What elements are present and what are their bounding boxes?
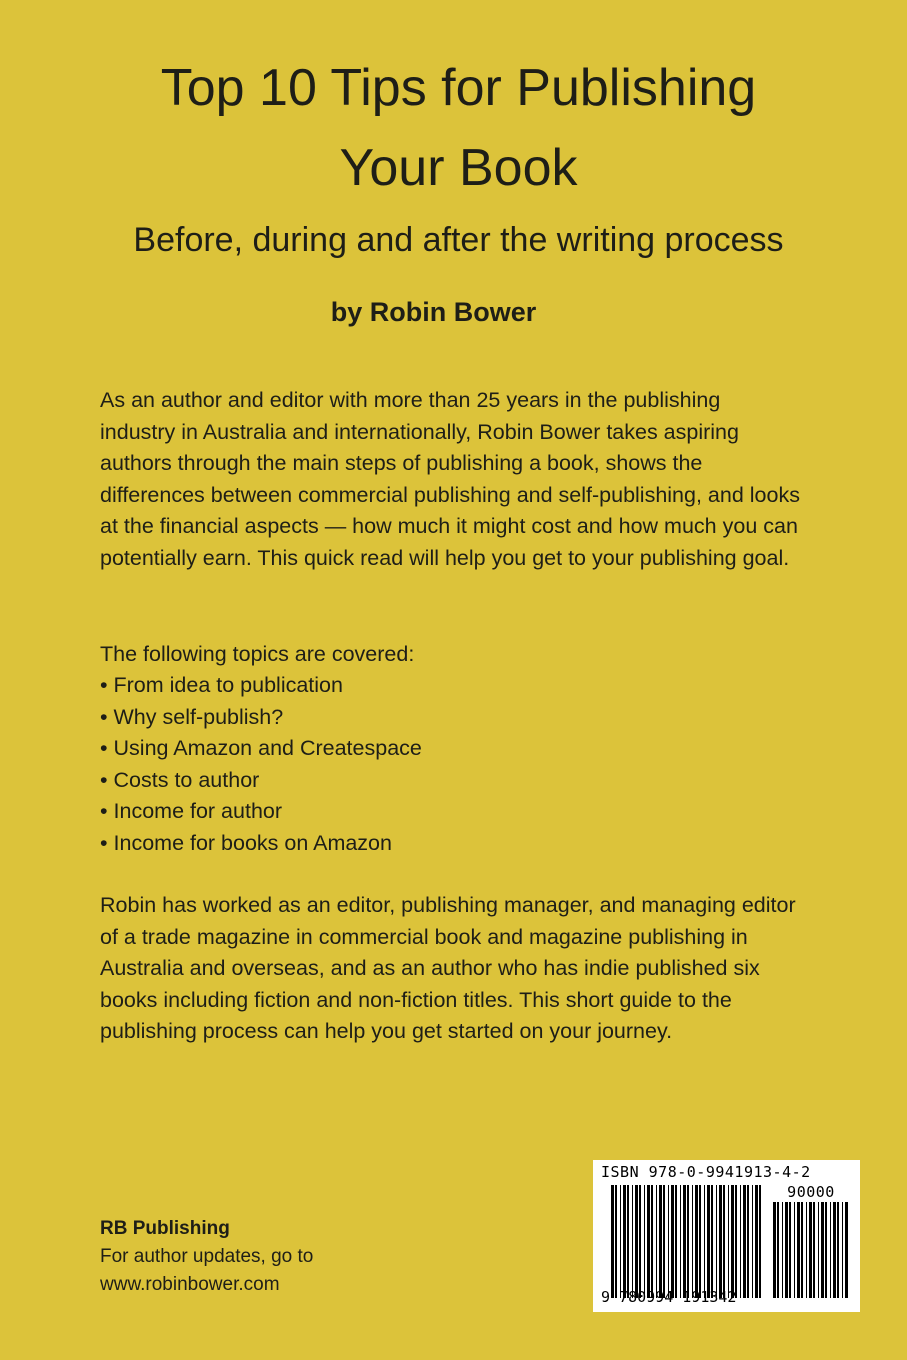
barcode-bar	[777, 1202, 779, 1298]
barcode-bar	[743, 1185, 746, 1298]
barcode-bar	[668, 1185, 669, 1298]
book-subtitle: Before, during and after the writing process	[133, 221, 784, 259]
publisher-name: RB Publishing	[100, 1218, 230, 1239]
barcode-bar	[632, 1185, 633, 1298]
barcode-bar	[801, 1202, 803, 1298]
topics-list	[100, 670, 422, 859]
barcode-bar	[611, 1185, 614, 1298]
barcode-bar	[675, 1185, 677, 1298]
publisher-info	[100, 1215, 520, 1299]
barcode-bar	[837, 1202, 839, 1298]
barcode-bar	[833, 1202, 836, 1298]
book-title-line-1: Top 10 Tips for Publishing	[160, 59, 757, 117]
barcode-bar	[752, 1185, 753, 1298]
barcode-bar	[659, 1185, 662, 1298]
topic-item: • From idea to publication	[100, 670, 422, 702]
barcode-bar	[651, 1185, 653, 1298]
barcode-bar	[785, 1202, 788, 1298]
barcode-bar	[797, 1202, 800, 1298]
barcode-bar	[773, 1202, 776, 1298]
barcode-bar	[656, 1185, 657, 1298]
barcode-bar	[644, 1185, 645, 1298]
barcode-bar	[711, 1185, 713, 1298]
barcode-bar	[821, 1202, 824, 1298]
about-author-paragraph: Robin has worked as an editor, publishing manager, and managing editor of a trade magazine in commercial book and magazine publishing in Australia and overseas, and as an author who has indie published six books including fiction and non-fiction titles. This short guide to the publishing process can help you get started on your journey.	[100, 893, 796, 1043]
barcode-bar	[813, 1202, 815, 1298]
barcode-bar	[794, 1202, 795, 1298]
barcode-bar	[735, 1185, 737, 1298]
barcode-bar	[671, 1185, 674, 1298]
topic-item: • Why self-publish?	[100, 702, 422, 734]
author-updates-text: For author updates, go to	[100, 1246, 314, 1267]
barcode-bar	[818, 1202, 819, 1298]
barcode-bar	[615, 1185, 617, 1298]
author-website: www.robinbower.com	[100, 1274, 280, 1295]
barcode-bar	[627, 1185, 629, 1298]
barcode-bar	[687, 1185, 689, 1298]
barcode-bar	[731, 1185, 734, 1298]
topics-heading: The following topics are covered:	[100, 642, 415, 666]
barcode-bar	[806, 1202, 807, 1298]
barcode-bar	[728, 1185, 729, 1298]
barcode-bar	[635, 1185, 638, 1298]
barcode-bar	[809, 1202, 812, 1298]
barcode-bar	[719, 1185, 722, 1298]
barcode-bar	[789, 1202, 791, 1298]
barcode-bar	[663, 1185, 665, 1298]
barcode-bar	[740, 1185, 741, 1298]
topic-item: • Using Amazon and Createspace	[100, 733, 422, 765]
intro-paragraph: As an author and editor with more than 25 years in the publishing industry in Australia and internationally, Robin Bower takes aspiring authors through the main steps of publishing a book, shows the differences between commercial publishing and self-publishing, and looks at the financial aspects — how much it might cost and how much you can potentially earn. This quick read will help you get to your publishing goal.	[100, 388, 800, 570]
barcode-bar	[639, 1185, 641, 1298]
isbn-barcode	[593, 1160, 860, 1312]
book-title-line-2: Your Book	[339, 139, 578, 197]
barcode-bar	[623, 1185, 626, 1298]
book-title	[60, 48, 857, 208]
topic-item: • Income for books on Amazon	[100, 828, 422, 860]
topic-item: • Income for author	[100, 796, 422, 828]
barcode-bar	[759, 1185, 761, 1298]
barcode-bar	[647, 1185, 650, 1298]
barcode-bar	[692, 1185, 693, 1298]
barcode-bar	[830, 1202, 831, 1298]
author-byline: by Robin Bower	[330, 297, 537, 327]
barcode-bar	[825, 1202, 827, 1298]
isbn-label: ISBN 978-0-9941913-4-2	[601, 1163, 811, 1181]
barcode-bar	[680, 1185, 681, 1298]
barcode-bar	[723, 1185, 725, 1298]
barcode-bar	[707, 1185, 710, 1298]
barcode-bar	[699, 1185, 701, 1298]
barcode-bar	[755, 1185, 758, 1298]
barcode-bar	[683, 1185, 686, 1298]
barcode-bar	[845, 1202, 848, 1298]
barcode-bar	[716, 1185, 717, 1298]
ean-digits: 9 780994 191342	[601, 1288, 737, 1306]
barcode-bar	[695, 1185, 698, 1298]
barcode-addon-number: 90000	[787, 1183, 835, 1201]
barcode-addon-bars	[773, 1202, 848, 1298]
barcode-bar	[747, 1185, 749, 1298]
topic-item: • Costs to author	[100, 765, 422, 797]
barcode-bar	[704, 1185, 705, 1298]
barcode-main-bars	[611, 1185, 761, 1298]
barcode-bar	[620, 1185, 621, 1298]
barcode-bar	[842, 1202, 843, 1298]
barcode-bar	[782, 1202, 783, 1298]
